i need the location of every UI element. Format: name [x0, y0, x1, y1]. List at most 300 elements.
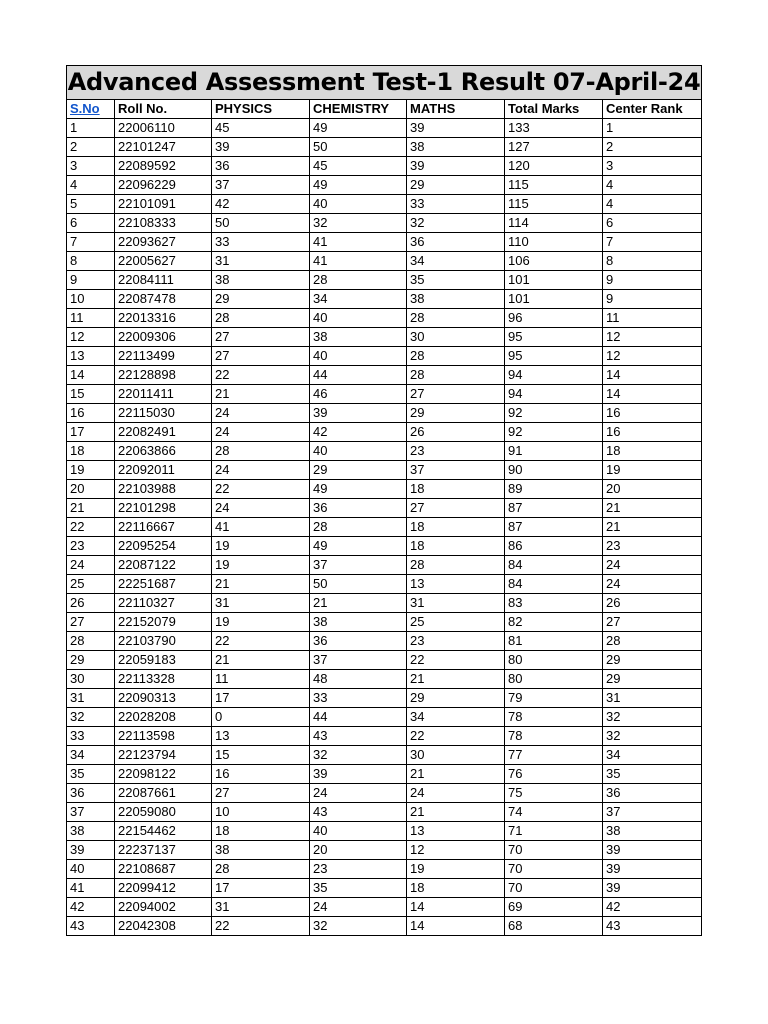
cell-sno: 27 [67, 613, 115, 632]
cell-center-rank: 36 [603, 784, 702, 803]
cell-roll-no: 22042308 [115, 917, 212, 936]
cell-center-rank: 32 [603, 727, 702, 746]
cell-total-marks: 77 [505, 746, 603, 765]
cell-total-marks: 78 [505, 708, 603, 727]
header-sno[interactable] [67, 100, 115, 119]
cell-roll-no: 22108333 [115, 214, 212, 233]
cell-physics: 37 [212, 176, 310, 195]
cell-total-marks: 92 [505, 404, 603, 423]
cell-physics: 28 [212, 442, 310, 461]
cell-total-marks: 95 [505, 347, 603, 366]
cell-center-rank: 38 [603, 822, 702, 841]
cell-roll-no: 22095254 [115, 537, 212, 556]
cell-sno: 21 [67, 499, 115, 518]
table-row [67, 803, 702, 822]
table-row [67, 404, 702, 423]
cell-physics: 17 [212, 689, 310, 708]
cell-physics: 13 [212, 727, 310, 746]
cell-roll-no: 22123794 [115, 746, 212, 765]
cell-maths: 26 [407, 423, 505, 442]
cell-roll-no: 22154462 [115, 822, 212, 841]
cell-maths: 28 [407, 556, 505, 575]
cell-sno: 26 [67, 594, 115, 613]
cell-total-marks: 87 [505, 518, 603, 537]
cell-total-marks: 95 [505, 328, 603, 347]
cell-physics: 31 [212, 594, 310, 613]
cell-maths: 18 [407, 518, 505, 537]
cell-chemistry: 40 [310, 309, 407, 328]
cell-maths: 38 [407, 138, 505, 157]
cell-chemistry: 50 [310, 575, 407, 594]
cell-sno: 7 [67, 233, 115, 252]
cell-sno: 16 [67, 404, 115, 423]
cell-center-rank: 8 [603, 252, 702, 271]
cell-center-rank: 18 [603, 442, 702, 461]
table-row [67, 613, 702, 632]
cell-total-marks: 68 [505, 917, 603, 936]
cell-maths: 23 [407, 442, 505, 461]
result-body [67, 119, 702, 936]
table-row [67, 898, 702, 917]
cell-roll-no: 22082491 [115, 423, 212, 442]
cell-sno: 22 [67, 518, 115, 537]
cell-physics: 24 [212, 499, 310, 518]
cell-maths: 14 [407, 898, 505, 917]
cell-maths: 18 [407, 480, 505, 499]
cell-physics: 38 [212, 841, 310, 860]
cell-chemistry: 48 [310, 670, 407, 689]
cell-total-marks: 91 [505, 442, 603, 461]
table-row [67, 119, 702, 138]
cell-sno: 6 [67, 214, 115, 233]
cell-physics: 19 [212, 537, 310, 556]
cell-total-marks: 115 [505, 176, 603, 195]
cell-chemistry: 44 [310, 708, 407, 727]
table-row [67, 784, 702, 803]
cell-sno: 35 [67, 765, 115, 784]
cell-center-rank: 16 [603, 423, 702, 442]
cell-chemistry: 38 [310, 328, 407, 347]
cell-maths: 29 [407, 404, 505, 423]
cell-roll-no: 22009306 [115, 328, 212, 347]
cell-chemistry: 49 [310, 480, 407, 499]
cell-physics: 33 [212, 233, 310, 252]
cell-roll-no: 22096229 [115, 176, 212, 195]
cell-chemistry: 24 [310, 784, 407, 803]
cell-sno: 18 [67, 442, 115, 461]
cell-roll-no: 22013316 [115, 309, 212, 328]
table-row [67, 765, 702, 784]
cell-roll-no: 22108687 [115, 860, 212, 879]
table-row [67, 689, 702, 708]
cell-chemistry: 39 [310, 404, 407, 423]
cell-maths: 12 [407, 841, 505, 860]
cell-maths: 24 [407, 784, 505, 803]
cell-roll-no: 22152079 [115, 613, 212, 632]
cell-chemistry: 41 [310, 233, 407, 252]
cell-total-marks: 78 [505, 727, 603, 746]
cell-center-rank: 1 [603, 119, 702, 138]
cell-physics: 28 [212, 860, 310, 879]
cell-physics: 21 [212, 575, 310, 594]
cell-chemistry: 40 [310, 822, 407, 841]
cell-center-rank: 24 [603, 556, 702, 575]
table-row [67, 461, 702, 480]
table-row [67, 537, 702, 556]
table-row [67, 233, 702, 252]
cell-chemistry: 40 [310, 195, 407, 214]
cell-center-rank: 23 [603, 537, 702, 556]
cell-total-marks: 120 [505, 157, 603, 176]
cell-physics: 19 [212, 613, 310, 632]
cell-chemistry: 32 [310, 746, 407, 765]
cell-sno: 24 [67, 556, 115, 575]
header-physics: PHYSICS [212, 100, 310, 119]
cell-physics: 27 [212, 328, 310, 347]
cell-maths: 22 [407, 651, 505, 670]
table-row [67, 518, 702, 537]
table-row [67, 708, 702, 727]
cell-center-rank: 14 [603, 385, 702, 404]
cell-maths: 14 [407, 917, 505, 936]
table-row [67, 594, 702, 613]
cell-physics: 50 [212, 214, 310, 233]
cell-maths: 25 [407, 613, 505, 632]
cell-sno: 32 [67, 708, 115, 727]
cell-maths: 39 [407, 157, 505, 176]
cell-maths: 28 [407, 347, 505, 366]
cell-sno: 34 [67, 746, 115, 765]
cell-roll-no: 22128898 [115, 366, 212, 385]
cell-roll-no: 22090313 [115, 689, 212, 708]
cell-sno: 25 [67, 575, 115, 594]
cell-center-rank: 11 [603, 309, 702, 328]
table-row [67, 841, 702, 860]
cell-total-marks: 71 [505, 822, 603, 841]
cell-center-rank: 31 [603, 689, 702, 708]
cell-maths: 29 [407, 689, 505, 708]
cell-maths: 21 [407, 670, 505, 689]
header-center-rank: Center Rank [603, 100, 702, 119]
cell-roll-no: 22115030 [115, 404, 212, 423]
cell-chemistry: 49 [310, 119, 407, 138]
cell-physics: 31 [212, 898, 310, 917]
cell-maths: 28 [407, 366, 505, 385]
cell-total-marks: 110 [505, 233, 603, 252]
cell-roll-no: 22094002 [115, 898, 212, 917]
table-row [67, 499, 702, 518]
cell-chemistry: 50 [310, 138, 407, 157]
cell-center-rank: 9 [603, 271, 702, 290]
cell-sno: 43 [67, 917, 115, 936]
table-row [67, 651, 702, 670]
table-row [67, 157, 702, 176]
cell-maths: 13 [407, 822, 505, 841]
cell-center-rank: 21 [603, 499, 702, 518]
cell-physics: 22 [212, 632, 310, 651]
cell-roll-no: 22084111 [115, 271, 212, 290]
table-row [67, 860, 702, 879]
cell-maths: 35 [407, 271, 505, 290]
cell-chemistry: 23 [310, 860, 407, 879]
cell-roll-no: 22113499 [115, 347, 212, 366]
cell-sno: 29 [67, 651, 115, 670]
cell-total-marks: 74 [505, 803, 603, 822]
cell-sno: 14 [67, 366, 115, 385]
cell-total-marks: 90 [505, 461, 603, 480]
cell-chemistry: 36 [310, 632, 407, 651]
cell-center-rank: 12 [603, 347, 702, 366]
table-row [67, 746, 702, 765]
cell-maths: 18 [407, 879, 505, 898]
cell-total-marks: 82 [505, 613, 603, 632]
cell-sno: 41 [67, 879, 115, 898]
cell-chemistry: 35 [310, 879, 407, 898]
cell-sno: 38 [67, 822, 115, 841]
cell-chemistry: 40 [310, 442, 407, 461]
table-row [67, 917, 702, 936]
cell-roll-no: 22059183 [115, 651, 212, 670]
cell-chemistry: 24 [310, 898, 407, 917]
cell-roll-no: 22113598 [115, 727, 212, 746]
cell-chemistry: 49 [310, 537, 407, 556]
cell-sno: 17 [67, 423, 115, 442]
cell-total-marks: 114 [505, 214, 603, 233]
cell-total-marks: 94 [505, 366, 603, 385]
cell-total-marks: 106 [505, 252, 603, 271]
cell-chemistry: 32 [310, 214, 407, 233]
cell-center-rank: 39 [603, 879, 702, 898]
cell-roll-no: 22101091 [115, 195, 212, 214]
cell-center-rank: 21 [603, 518, 702, 537]
cell-roll-no: 22059080 [115, 803, 212, 822]
cell-sno: 30 [67, 670, 115, 689]
cell-physics: 22 [212, 366, 310, 385]
cell-chemistry: 42 [310, 423, 407, 442]
cell-sno: 42 [67, 898, 115, 917]
cell-physics: 31 [212, 252, 310, 271]
header-total-marks: Total Marks [505, 100, 603, 119]
cell-center-rank: 26 [603, 594, 702, 613]
cell-chemistry: 49 [310, 176, 407, 195]
cell-physics: 21 [212, 651, 310, 670]
cell-roll-no: 22103790 [115, 632, 212, 651]
cell-roll-no: 22116667 [115, 518, 212, 537]
cell-center-rank: 27 [603, 613, 702, 632]
cell-maths: 29 [407, 176, 505, 195]
table-row [67, 727, 702, 746]
cell-chemistry: 43 [310, 727, 407, 746]
table-row [67, 195, 702, 214]
cell-roll-no: 22093627 [115, 233, 212, 252]
cell-sno: 39 [67, 841, 115, 860]
table-row [67, 252, 702, 271]
page-title: Advanced Assessment Test-1 Result 07-April-24 [67, 66, 702, 100]
cell-maths: 34 [407, 708, 505, 727]
cell-sno: 9 [67, 271, 115, 290]
cell-center-rank: 14 [603, 366, 702, 385]
cell-chemistry: 46 [310, 385, 407, 404]
cell-physics: 27 [212, 347, 310, 366]
cell-center-rank: 9 [603, 290, 702, 309]
cell-sno: 37 [67, 803, 115, 822]
cell-sno: 10 [67, 290, 115, 309]
cell-chemistry: 44 [310, 366, 407, 385]
cell-chemistry: 37 [310, 651, 407, 670]
header-roll-no: Roll No. [115, 100, 212, 119]
cell-total-marks: 86 [505, 537, 603, 556]
cell-chemistry: 40 [310, 347, 407, 366]
cell-total-marks: 80 [505, 651, 603, 670]
table-row [67, 328, 702, 347]
cell-sno: 20 [67, 480, 115, 499]
cell-roll-no: 22011411 [115, 385, 212, 404]
cell-center-rank: 4 [603, 195, 702, 214]
cell-center-rank: 20 [603, 480, 702, 499]
cell-total-marks: 115 [505, 195, 603, 214]
table-row [67, 442, 702, 461]
cell-chemistry: 41 [310, 252, 407, 271]
cell-total-marks: 69 [505, 898, 603, 917]
cell-center-rank: 4 [603, 176, 702, 195]
header-chemistry: CHEMISTRY [310, 100, 407, 119]
cell-physics: 29 [212, 290, 310, 309]
cell-roll-no: 22092011 [115, 461, 212, 480]
cell-chemistry: 34 [310, 290, 407, 309]
cell-physics: 15 [212, 746, 310, 765]
cell-center-rank: 29 [603, 670, 702, 689]
cell-sno: 8 [67, 252, 115, 271]
cell-physics: 27 [212, 784, 310, 803]
cell-sno: 15 [67, 385, 115, 404]
table-row [67, 366, 702, 385]
cell-sno: 28 [67, 632, 115, 651]
result-table [66, 65, 702, 936]
cell-maths: 30 [407, 328, 505, 347]
cell-chemistry: 33 [310, 689, 407, 708]
cell-roll-no: 22006110 [115, 119, 212, 138]
cell-sno: 13 [67, 347, 115, 366]
cell-total-marks: 87 [505, 499, 603, 518]
cell-chemistry: 39 [310, 765, 407, 784]
cell-total-marks: 83 [505, 594, 603, 613]
cell-physics: 22 [212, 917, 310, 936]
table-row [67, 309, 702, 328]
table-row [67, 347, 702, 366]
cell-sno: 4 [67, 176, 115, 195]
cell-chemistry: 36 [310, 499, 407, 518]
cell-roll-no: 22251687 [115, 575, 212, 594]
cell-center-rank: 42 [603, 898, 702, 917]
cell-roll-no: 22110327 [115, 594, 212, 613]
cell-center-rank: 32 [603, 708, 702, 727]
cell-center-rank: 39 [603, 860, 702, 879]
cell-physics: 16 [212, 765, 310, 784]
table-row [67, 480, 702, 499]
cell-center-rank: 12 [603, 328, 702, 347]
cell-maths: 27 [407, 385, 505, 404]
cell-roll-no: 22099412 [115, 879, 212, 898]
cell-physics: 45 [212, 119, 310, 138]
cell-total-marks: 94 [505, 385, 603, 404]
cell-roll-no: 22005627 [115, 252, 212, 271]
cell-physics: 10 [212, 803, 310, 822]
cell-chemistry: 28 [310, 271, 407, 290]
cell-chemistry: 43 [310, 803, 407, 822]
cell-total-marks: 127 [505, 138, 603, 157]
cell-center-rank: 34 [603, 746, 702, 765]
cell-center-rank: 28 [603, 632, 702, 651]
cell-maths: 38 [407, 290, 505, 309]
header-maths: MATHS [407, 100, 505, 119]
cell-chemistry: 32 [310, 917, 407, 936]
cell-center-rank: 16 [603, 404, 702, 423]
cell-sno: 11 [67, 309, 115, 328]
cell-center-rank: 35 [603, 765, 702, 784]
header-sno-link[interactable]: S.No [70, 101, 100, 116]
cell-total-marks: 101 [505, 271, 603, 290]
cell-center-rank: 6 [603, 214, 702, 233]
table-row [67, 556, 702, 575]
cell-sno: 2 [67, 138, 115, 157]
cell-total-marks: 101 [505, 290, 603, 309]
title-row [67, 66, 702, 100]
cell-center-rank: 39 [603, 841, 702, 860]
cell-maths: 19 [407, 860, 505, 879]
cell-roll-no: 22237137 [115, 841, 212, 860]
cell-sno: 36 [67, 784, 115, 803]
cell-chemistry: 20 [310, 841, 407, 860]
table-row [67, 879, 702, 898]
table-row [67, 670, 702, 689]
cell-physics: 24 [212, 404, 310, 423]
cell-sno: 31 [67, 689, 115, 708]
cell-maths: 22 [407, 727, 505, 746]
cell-chemistry: 28 [310, 518, 407, 537]
cell-maths: 23 [407, 632, 505, 651]
cell-roll-no: 22028208 [115, 708, 212, 727]
table-row [67, 214, 702, 233]
cell-sno: 5 [67, 195, 115, 214]
cell-physics: 42 [212, 195, 310, 214]
cell-sno: 19 [67, 461, 115, 480]
cell-total-marks: 81 [505, 632, 603, 651]
cell-physics: 28 [212, 309, 310, 328]
cell-physics: 21 [212, 385, 310, 404]
cell-total-marks: 80 [505, 670, 603, 689]
cell-roll-no: 22063866 [115, 442, 212, 461]
cell-total-marks: 84 [505, 575, 603, 594]
table-row [67, 423, 702, 442]
cell-total-marks: 79 [505, 689, 603, 708]
cell-maths: 21 [407, 765, 505, 784]
cell-total-marks: 70 [505, 860, 603, 879]
cell-maths: 37 [407, 461, 505, 480]
cell-maths: 31 [407, 594, 505, 613]
cell-chemistry: 29 [310, 461, 407, 480]
cell-physics: 38 [212, 271, 310, 290]
cell-sno: 12 [67, 328, 115, 347]
cell-physics: 24 [212, 461, 310, 480]
table-row [67, 138, 702, 157]
cell-chemistry: 37 [310, 556, 407, 575]
cell-physics: 11 [212, 670, 310, 689]
cell-roll-no: 22087661 [115, 784, 212, 803]
cell-center-rank: 2 [603, 138, 702, 157]
cell-total-marks: 75 [505, 784, 603, 803]
cell-physics: 19 [212, 556, 310, 575]
cell-center-rank: 29 [603, 651, 702, 670]
